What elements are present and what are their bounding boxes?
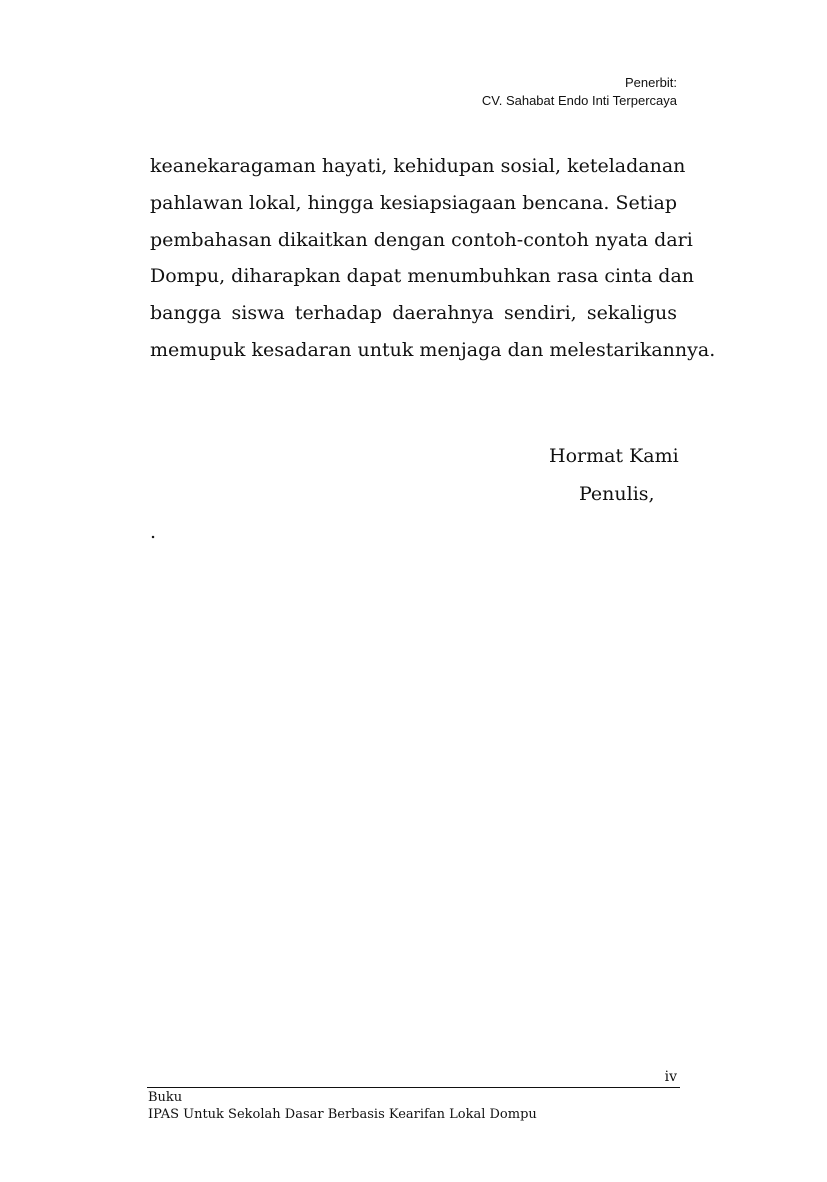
page-header xyxy=(482,74,677,110)
body-line: bangga siswa terhadap daerahnya sendiri, sekaligus xyxy=(150,302,677,325)
closing-signatory: Penulis, xyxy=(579,483,655,505)
publisher-name: CV. Sahabat Endo Inti Terpercaya xyxy=(481,93,677,108)
body-line: memupuk kesadaran untuk menjaga dan melestarikannya. xyxy=(150,338,716,361)
body-line: pahlawan lokal, hingga kesiapsiagaan bencana. Setiap xyxy=(150,191,677,214)
footer-book-title: IPAS Untuk Sekolah Dasar Berbasis Kearifan Lokal Dompu xyxy=(148,1107,537,1122)
stray-mark: . xyxy=(150,521,157,543)
body-paragraph xyxy=(150,148,716,369)
body-line: Dompu, diharapkan dapat menumbuhkan rasa cinta dan xyxy=(150,265,695,288)
body-line: keanekaragaman hayati, kehidupan sosial, keteladanan xyxy=(150,155,686,177)
footer-book-label: Buku xyxy=(148,1090,183,1105)
publisher-label: Penerbit: xyxy=(624,75,677,90)
page-footer xyxy=(148,1089,537,1123)
closing-salutation: Hormat Kami xyxy=(549,445,679,467)
body-line: pembahasan dikaitkan dengan contoh-contoh nyata dari xyxy=(150,228,693,251)
footer-divider xyxy=(147,1087,680,1088)
page-number: iv xyxy=(664,1069,677,1085)
